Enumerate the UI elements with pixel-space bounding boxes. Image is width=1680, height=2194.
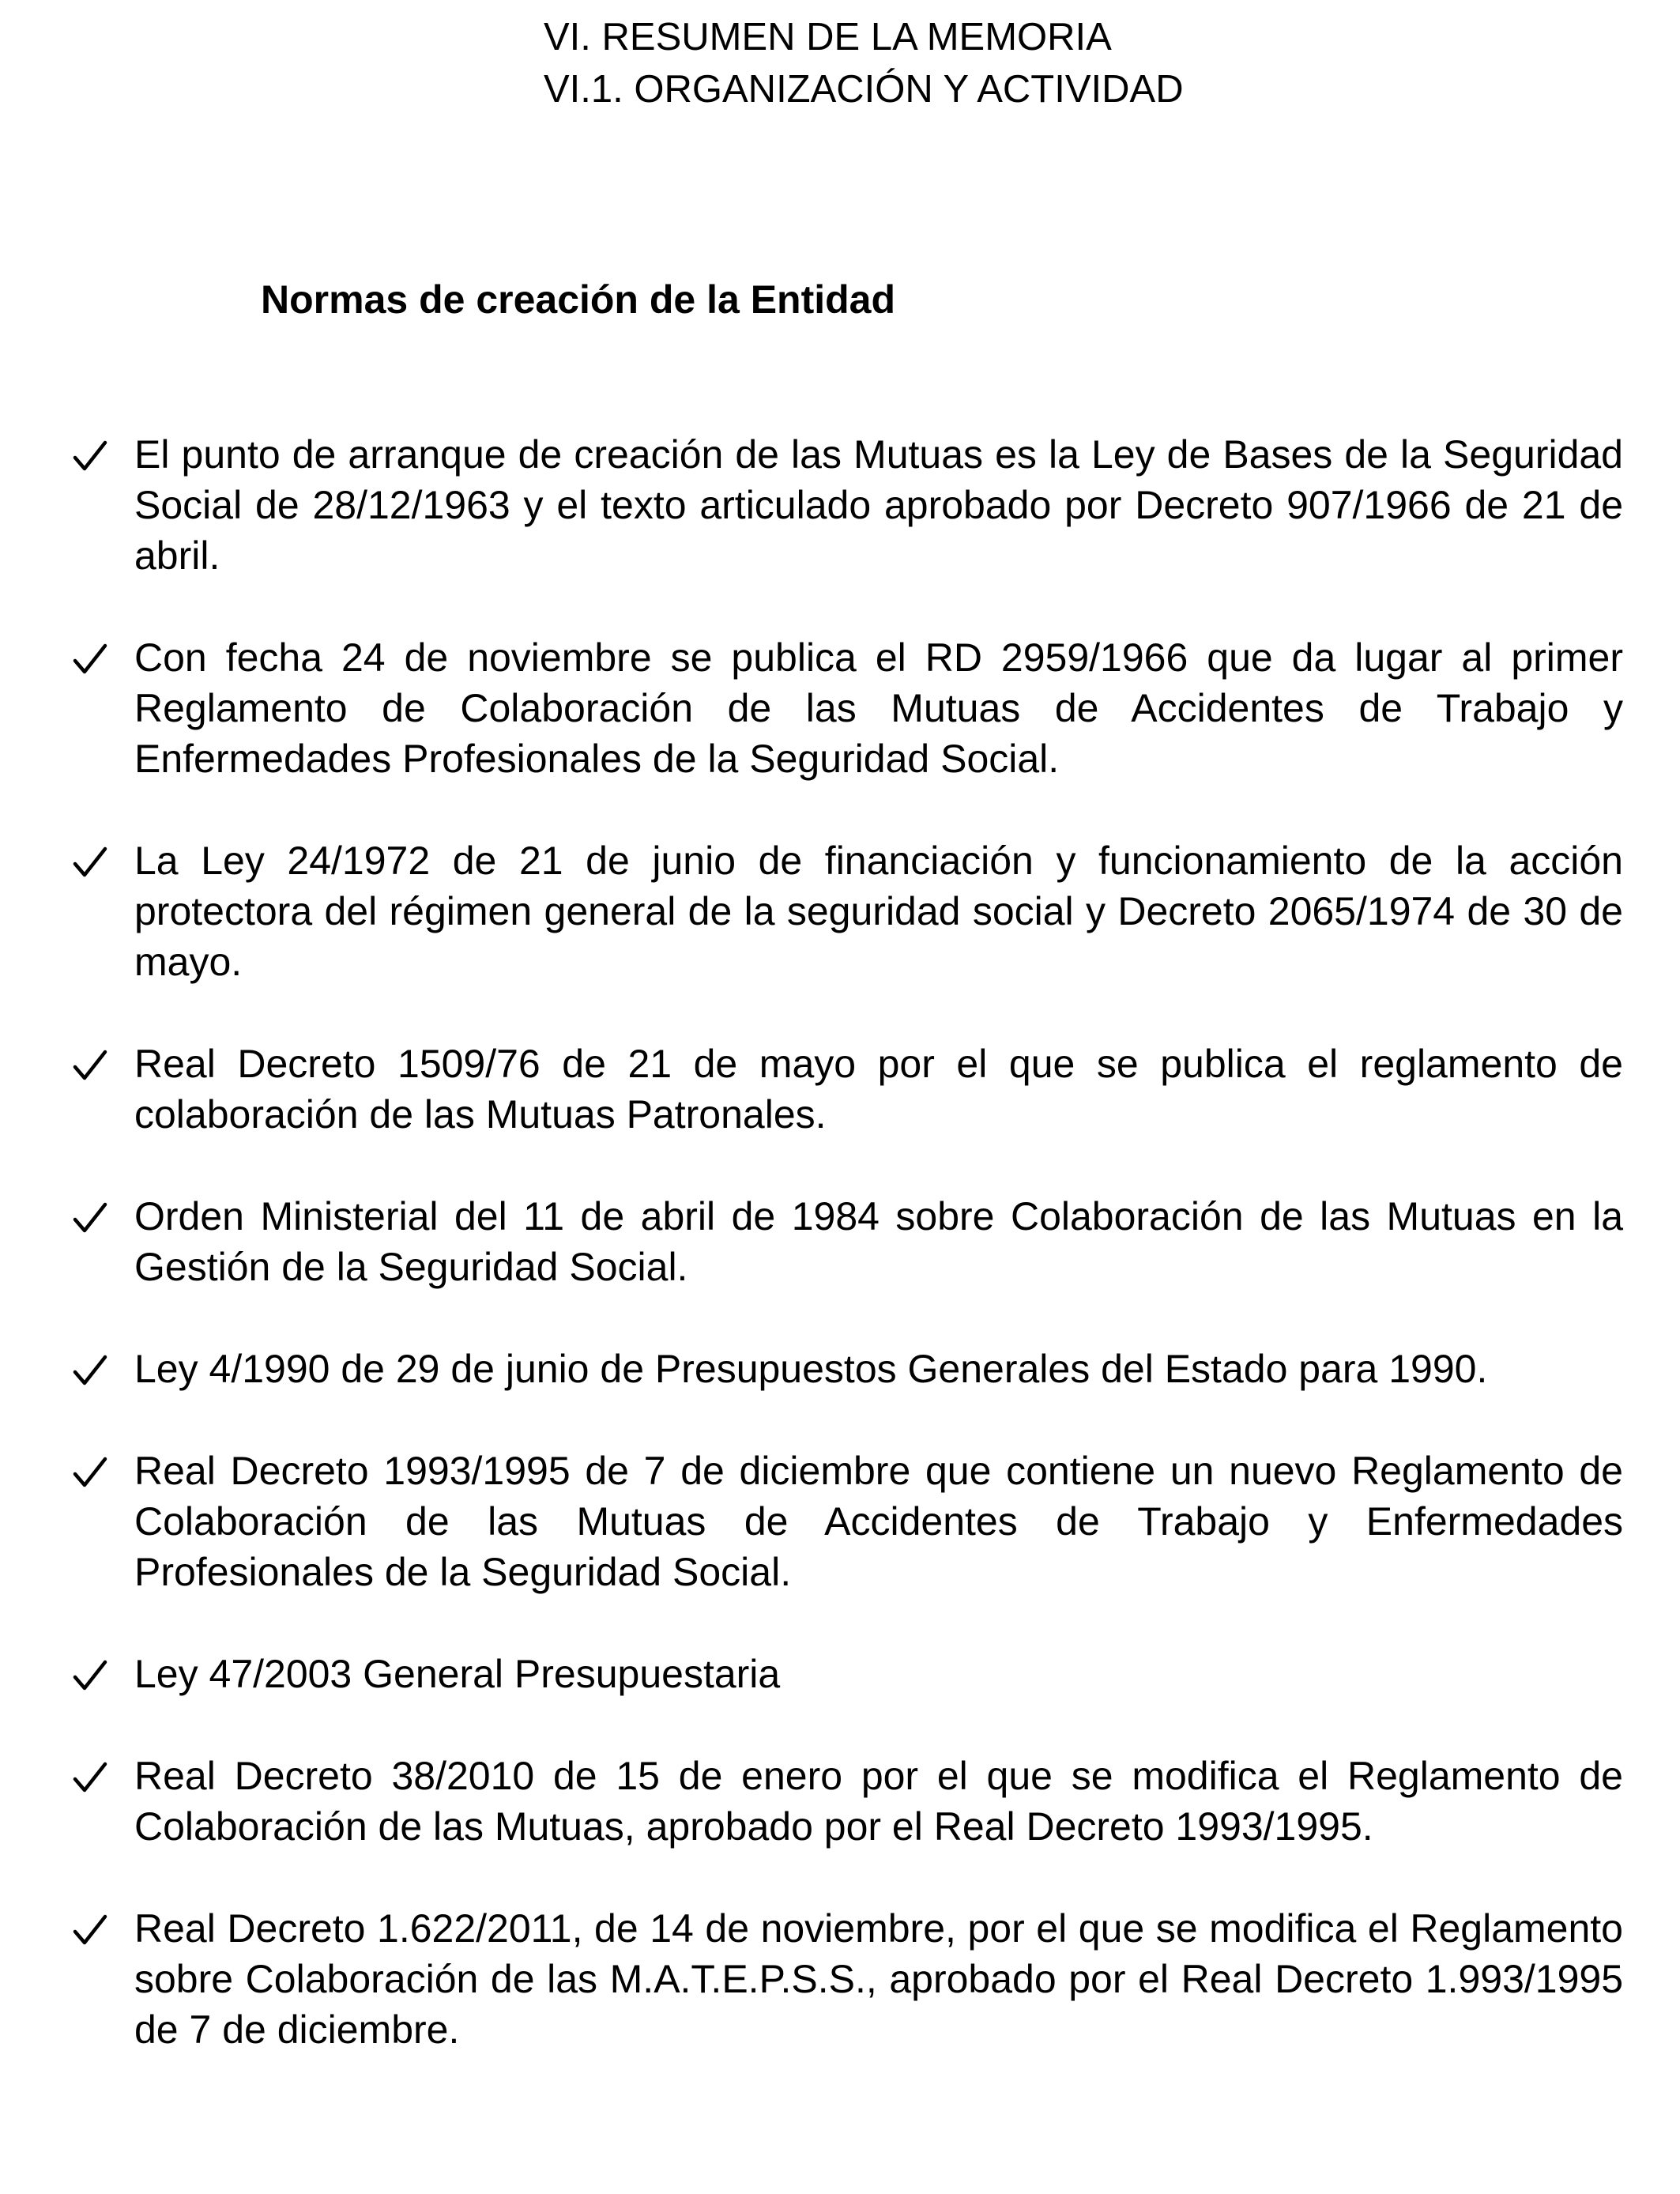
list-item: [73, 1649, 1623, 1699]
list-item: [73, 1751, 1623, 1852]
list-item-text: Ley 47/2003 General Presupuestaria: [134, 1652, 781, 1696]
header-line-2: VI.1. ORGANIZACIÓN Y ACTIVIDAD: [544, 68, 1184, 111]
list-item-text: El punto de arranque de creación de las Mutuas es la Ley de Bases de la Seguridad Social de 28/12/1963 y el texto articulado aprobado por Decreto 907/1966 de 21 de abril.: [134, 432, 1623, 578]
list-item-text: Real Decreto 1.622/2011, de 14 de noviembre, por el que se modifica el Reglamento sobre Colaboración de las M.A.T.E.P.S.S., aprobado por el Real Decreto 1.993/1995 de 7 de diciembre.: [134, 1906, 1623, 2052]
checkmark-icon: [73, 440, 107, 472]
checkmark-icon: [73, 1050, 107, 1081]
list-item: [73, 1344, 1623, 1394]
checkmark-icon: [73, 1762, 107, 1793]
norms-list: [73, 429, 1623, 2106]
list-item-text: Real Decreto 38/2010 de 15 de enero por el que se modifica el Reglamento de Colaboración de las Mutuas, aprobado por el Real Decreto 1993/1995.: [134, 1754, 1623, 1849]
checkmark-icon: [73, 1660, 107, 1691]
list-item-text: Real Decreto 1993/1995 de 7 de diciembre que contiene un nuevo Reglamento de Colaboración de las Mutuas de Accidentes de Trabajo y Enfermedades Profesionales de la Seguridad Social.: [134, 1449, 1623, 1594]
list-item-text: La Ley 24/1972 de 21 de junio de financiación y funcionamiento de la acción protectora del régimen general de la seguridad social y Decreto 2065/1974 de 30 de mayo.: [134, 839, 1623, 984]
list-item-text: Orden Ministerial del 11 de abril de 1984 sobre Colaboración de las Mutuas en la Gestión de la Seguridad Social.: [134, 1194, 1623, 1289]
section-title: Normas de creación de la Entidad: [261, 277, 896, 322]
list-item: [73, 429, 1623, 581]
list-item-text: Real Decreto 1509/76 de 21 de mayo por el que se publica el reglamento de colaboración de las Mutuas Patronales.: [134, 1042, 1623, 1137]
checkmark-icon: [73, 846, 107, 878]
list-item-text: Ley 4/1990 de 29 de junio de Presupuestos Generales del Estado para 1990.: [134, 1347, 1488, 1391]
checkmark-icon: [73, 1355, 107, 1386]
list-item: [73, 835, 1623, 987]
header-line-1: VI. RESUMEN DE LA MEMORIA: [544, 16, 1112, 58]
checkmark-icon: [73, 1914, 107, 1946]
list-item: [73, 1039, 1623, 1140]
checkmark-icon: [73, 643, 107, 675]
list-item: [73, 1191, 1623, 1292]
list-item: [73, 1446, 1623, 1597]
list-item: [73, 632, 1623, 784]
checkmark-icon: [73, 1202, 107, 1234]
list-item: [73, 1903, 1623, 2055]
list-item-text: Con fecha 24 de noviembre se publica el RD 2959/1966 que da lugar al primer Reglamento de Colaboración de las Mutuas de Accidentes de Trabajo y Enfermedades Profesionales de la Seguridad Social.: [134, 635, 1623, 781]
document-header: [544, 11, 1184, 115]
checkmark-icon: [73, 1457, 107, 1488]
